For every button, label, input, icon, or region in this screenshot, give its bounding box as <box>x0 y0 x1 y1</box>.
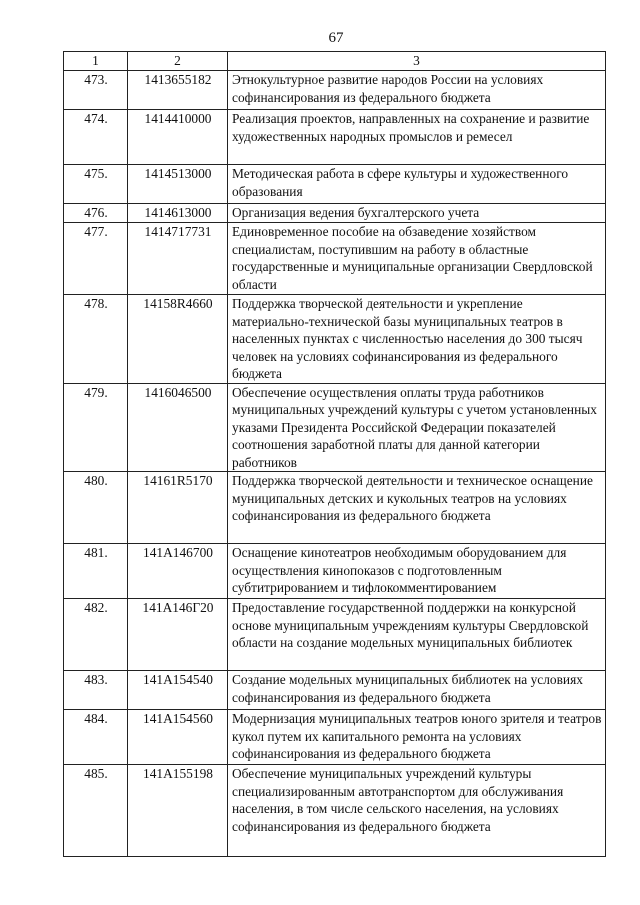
table-row <box>64 383 606 472</box>
table-row <box>64 671 606 710</box>
row-number: 479. <box>64 383 128 472</box>
row-number: 483. <box>64 671 128 710</box>
row-code: 141A146Г20 <box>128 599 228 671</box>
row-number: 478. <box>64 295 128 384</box>
table-row <box>64 110 606 165</box>
row-number: 475. <box>64 165 128 204</box>
row-number: 480. <box>64 472 128 544</box>
table-row <box>64 165 606 204</box>
row-description: Предоставление государственной поддержки на конкурсной основе муниципальным учреждениям культуры Свердловской области на создание модельных муниципальных библиотек <box>228 599 606 671</box>
table-row <box>64 204 606 223</box>
row-code: 141A154560 <box>128 710 228 765</box>
row-description: Модернизация муниципальных театров юного зрителя и театров кукол путем их капитального ремонта на условиях софинансирования из федерального бюджета <box>228 710 606 765</box>
row-description: Создание модельных муниципальных библиотек на условиях софинансирования из федерального бюджета <box>228 671 606 710</box>
table-row <box>64 71 606 110</box>
row-code: 1414717731 <box>128 223 228 295</box>
row-number: 473. <box>64 71 128 110</box>
table-row <box>64 710 606 765</box>
row-code: 141A146700 <box>128 544 228 599</box>
row-description: Обеспечение осуществления оплаты труда работников муниципальных учреждений культуры с учетом установленных указами Президента Российской Федерации показателей соотношения заработной платы для данной категории работников <box>228 383 606 472</box>
row-number: 476. <box>64 204 128 223</box>
row-number: 481. <box>64 544 128 599</box>
row-description: Организация ведения бухгалтерского учета <box>228 204 606 223</box>
row-number: 485. <box>64 765 128 857</box>
table-row <box>64 472 606 544</box>
column-header-description: 3 <box>228 52 606 71</box>
row-code: 1414410000 <box>128 110 228 165</box>
table-row <box>64 223 606 295</box>
column-header-code: 2 <box>128 52 228 71</box>
table-row <box>64 765 606 857</box>
row-number: 474. <box>64 110 128 165</box>
table-row <box>64 599 606 671</box>
row-description: Методическая работа в сфере культуры и художественного образования <box>228 165 606 204</box>
row-description: Реализация проектов, направленных на сохранение и развитие художественных народных промыслов и ремесел <box>228 110 606 165</box>
table-row <box>64 295 606 384</box>
row-description: Поддержка творческой деятельности и техническое оснащение муниципальных детских и кукольных театров на условиях софинансирования из федерального бюджета <box>228 472 606 544</box>
table-header-row <box>64 52 606 71</box>
row-description: Единовременное пособие на обзаведение хозяйством специалистам, поступившим на работу в областные государственные и муниципальные организации Свердловской области <box>228 223 606 295</box>
row-number: 484. <box>64 710 128 765</box>
row-description: Оснащение кинотеатров необходимым оборудованием для осуществления кинопоказов с подготовленным субтитрированием и тифлокомментированием <box>228 544 606 599</box>
row-code: 14158R4660 <box>128 295 228 384</box>
row-code: 1416046500 <box>128 383 228 472</box>
page-number: 67 <box>328 30 344 46</box>
row-code: 1413655182 <box>128 71 228 110</box>
row-description: Обеспечение муниципальных учреждений культуры специализированным автотранспортом для обслуживания населения, в том числе сельского населения, на условиях софинансирования из федерального бюджета <box>228 765 606 857</box>
row-code: 1414513000 <box>128 165 228 204</box>
column-header-number: 1 <box>64 52 128 71</box>
row-code: 141A155198 <box>128 765 228 857</box>
table-row <box>64 544 606 599</box>
row-description: Этнокультурное развитие народов России на условиях софинансирования из федерального бюджета <box>228 71 606 110</box>
row-number: 482. <box>64 599 128 671</box>
budget-code-table <box>63 51 606 857</box>
row-number: 477. <box>64 223 128 295</box>
row-description: Поддержка творческой деятельности и укрепление материально-технической базы муниципальных театров в населенных пунктах с численностью населения до 300 тысяч человек на условиях софинансирования из федерального бюджета <box>228 295 606 384</box>
row-code: 141A154540 <box>128 671 228 710</box>
row-code: 14161R5170 <box>128 472 228 544</box>
row-code: 1414613000 <box>128 204 228 223</box>
